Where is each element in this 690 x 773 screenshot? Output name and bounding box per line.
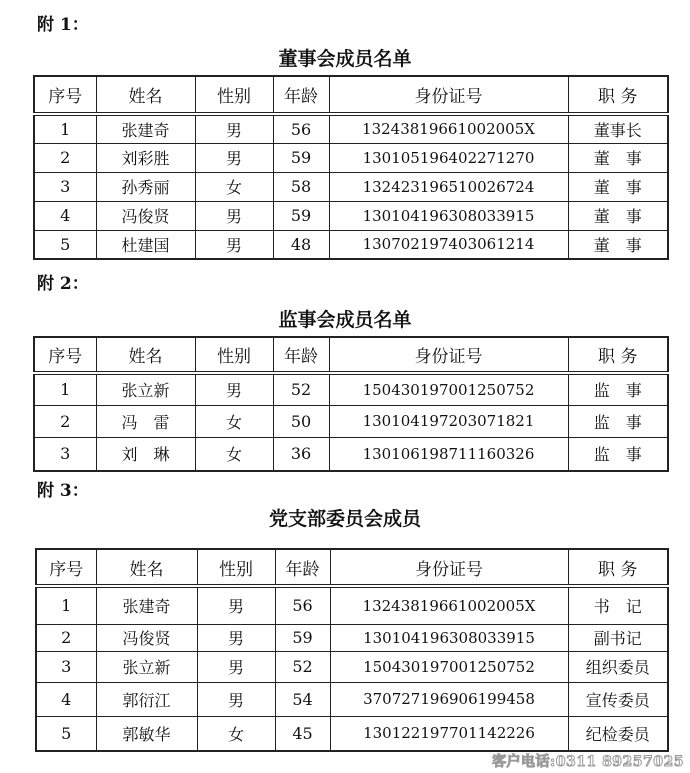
cell-position: 宣传委员 <box>568 682 668 716</box>
cell-index: 5 <box>34 230 96 259</box>
board-of-directors-table <box>33 75 669 260</box>
cell-index: 1 <box>34 114 96 143</box>
table-header-row <box>36 549 668 586</box>
cell-age: 59 <box>273 201 329 230</box>
header-position: 职 务 <box>568 337 668 373</box>
cell-id-number: 150430197001250752 <box>330 651 568 682</box>
cell-id-number: 132423196510026724 <box>329 172 568 201</box>
header-gender: 性别 <box>195 76 273 114</box>
cell-id-number: 130104197203071821 <box>329 405 568 437</box>
table-row <box>34 437 668 471</box>
cell-position: 监 事 <box>568 437 668 471</box>
cell-index: 3 <box>34 172 96 201</box>
header-gender: 性别 <box>195 337 273 373</box>
table-row <box>36 586 668 624</box>
header-index: 序号 <box>34 337 96 373</box>
cell-gender: 男 <box>195 201 273 230</box>
cell-age: 36 <box>273 437 329 471</box>
cell-name: 张建奇 <box>96 114 195 143</box>
cell-position: 组织委员 <box>568 651 668 682</box>
cell-name: 孙秀丽 <box>96 172 195 201</box>
cell-index: 3 <box>36 651 96 682</box>
table-header-row <box>34 337 668 373</box>
table-row <box>34 143 668 172</box>
cell-name: 冯俊贤 <box>96 201 195 230</box>
cell-index: 4 <box>36 682 96 716</box>
header-id-number: 身份证号 <box>330 549 568 586</box>
cell-id-number: 130106198711160326 <box>329 437 568 471</box>
cell-age: 59 <box>275 624 330 651</box>
cell-age: 52 <box>273 373 329 405</box>
cell-name: 郭敏华 <box>96 716 197 751</box>
header-position: 职 务 <box>568 549 668 586</box>
table-row <box>34 230 668 259</box>
board-of-supervisors-table <box>33 336 669 472</box>
cell-id-number: 13243819661002005X <box>330 586 568 624</box>
cell-gender: 女 <box>195 437 273 471</box>
cell-name: 张立新 <box>96 373 195 405</box>
cell-gender: 男 <box>197 682 275 716</box>
cell-position: 副书记 <box>568 624 668 651</box>
table-row <box>36 651 668 682</box>
cell-gender: 女 <box>195 405 273 437</box>
table-header-row <box>34 76 668 114</box>
cell-position: 书 记 <box>568 586 668 624</box>
cell-age: 58 <box>273 172 329 201</box>
cell-index: 4 <box>34 201 96 230</box>
cell-index: 5 <box>36 716 96 751</box>
cell-gender: 男 <box>195 373 273 405</box>
cell-name: 刘 琳 <box>96 437 195 471</box>
cell-id-number: 130702197403061214 <box>329 230 568 259</box>
cell-age: 50 <box>273 405 329 437</box>
cell-gender: 男 <box>195 114 273 143</box>
header-age: 年龄 <box>273 76 329 114</box>
cell-gender: 女 <box>197 716 275 751</box>
cell-index: 3 <box>34 437 96 471</box>
cell-id-number: 130104196308033915 <box>330 624 568 651</box>
cell-index: 1 <box>36 586 96 624</box>
cell-position: 监 事 <box>568 405 668 437</box>
table-row <box>34 405 668 437</box>
cell-age: 48 <box>273 230 329 259</box>
cell-gender: 女 <box>195 172 273 201</box>
cell-position: 董 事 <box>568 201 668 230</box>
table-row <box>34 172 668 201</box>
cell-gender: 男 <box>195 230 273 259</box>
header-name: 姓名 <box>96 337 195 373</box>
cell-name: 郭衍江 <box>96 682 197 716</box>
cell-name: 杜建国 <box>96 230 195 259</box>
cell-position: 监 事 <box>568 373 668 405</box>
cell-position: 董 事 <box>568 143 668 172</box>
appendix-2-label: 附 2： <box>37 274 89 294</box>
cell-name: 张立新 <box>96 651 197 682</box>
cell-id-number: 130104196308033915 <box>329 201 568 230</box>
table-row <box>34 201 668 230</box>
header-name: 姓名 <box>96 549 197 586</box>
board-of-supervisors-title: 监事会成员名单 <box>278 309 412 331</box>
cell-index: 2 <box>34 143 96 172</box>
cell-position: 纪检委员 <box>568 716 668 751</box>
cell-age: 56 <box>273 114 329 143</box>
header-gender: 性别 <box>197 549 275 586</box>
cell-id-number: 130105196402271270 <box>329 143 568 172</box>
cell-name: 刘彩胜 <box>96 143 195 172</box>
header-id-number: 身份证号 <box>329 76 568 114</box>
party-branch-committee-title: 党支部委员会成员 <box>268 508 421 530</box>
header-position: 职 务 <box>568 76 668 114</box>
cell-id-number: 370727196906199458 <box>330 682 568 716</box>
header-age: 年龄 <box>275 549 330 586</box>
table-row <box>36 716 668 751</box>
table-row <box>36 624 668 651</box>
cell-name: 冯 雷 <box>96 405 195 437</box>
appendix-1-label: 附 1： <box>37 15 89 35</box>
cell-age: 52 <box>275 651 330 682</box>
cell-gender: 男 <box>195 143 273 172</box>
watermark: 客户电话:0311 89257025 <box>492 754 684 770</box>
cell-age: 56 <box>275 586 330 624</box>
header-index: 序号 <box>36 549 96 586</box>
cell-position: 董 事 <box>568 230 668 259</box>
cell-gender: 男 <box>197 651 275 682</box>
table-row <box>34 114 668 143</box>
board-of-directors-title: 董事会成员名单 <box>278 48 412 70</box>
cell-name: 张建奇 <box>96 586 197 624</box>
cell-age: 45 <box>275 716 330 751</box>
cell-name: 冯俊贤 <box>96 624 197 651</box>
header-name: 姓名 <box>96 76 195 114</box>
cell-index: 2 <box>36 624 96 651</box>
appendix-3-label: 附 3： <box>37 481 89 501</box>
cell-id-number: 150430197001250752 <box>329 373 568 405</box>
cell-index: 1 <box>34 373 96 405</box>
cell-position: 董事长 <box>568 114 668 143</box>
table-row <box>36 682 668 716</box>
cell-age: 54 <box>275 682 330 716</box>
header-id-number: 身份证号 <box>329 337 568 373</box>
cell-gender: 男 <box>197 624 275 651</box>
cell-gender: 男 <box>197 586 275 624</box>
header-age: 年龄 <box>273 337 329 373</box>
header-index: 序号 <box>34 76 96 114</box>
cell-age: 59 <box>273 143 329 172</box>
cell-position: 董 事 <box>568 172 668 201</box>
cell-id-number: 130122197701142226 <box>330 716 568 751</box>
cell-index: 2 <box>34 405 96 437</box>
cell-id-number: 13243819661002005X <box>329 114 568 143</box>
party-branch-committee-table <box>35 548 669 752</box>
table-row <box>34 373 668 405</box>
